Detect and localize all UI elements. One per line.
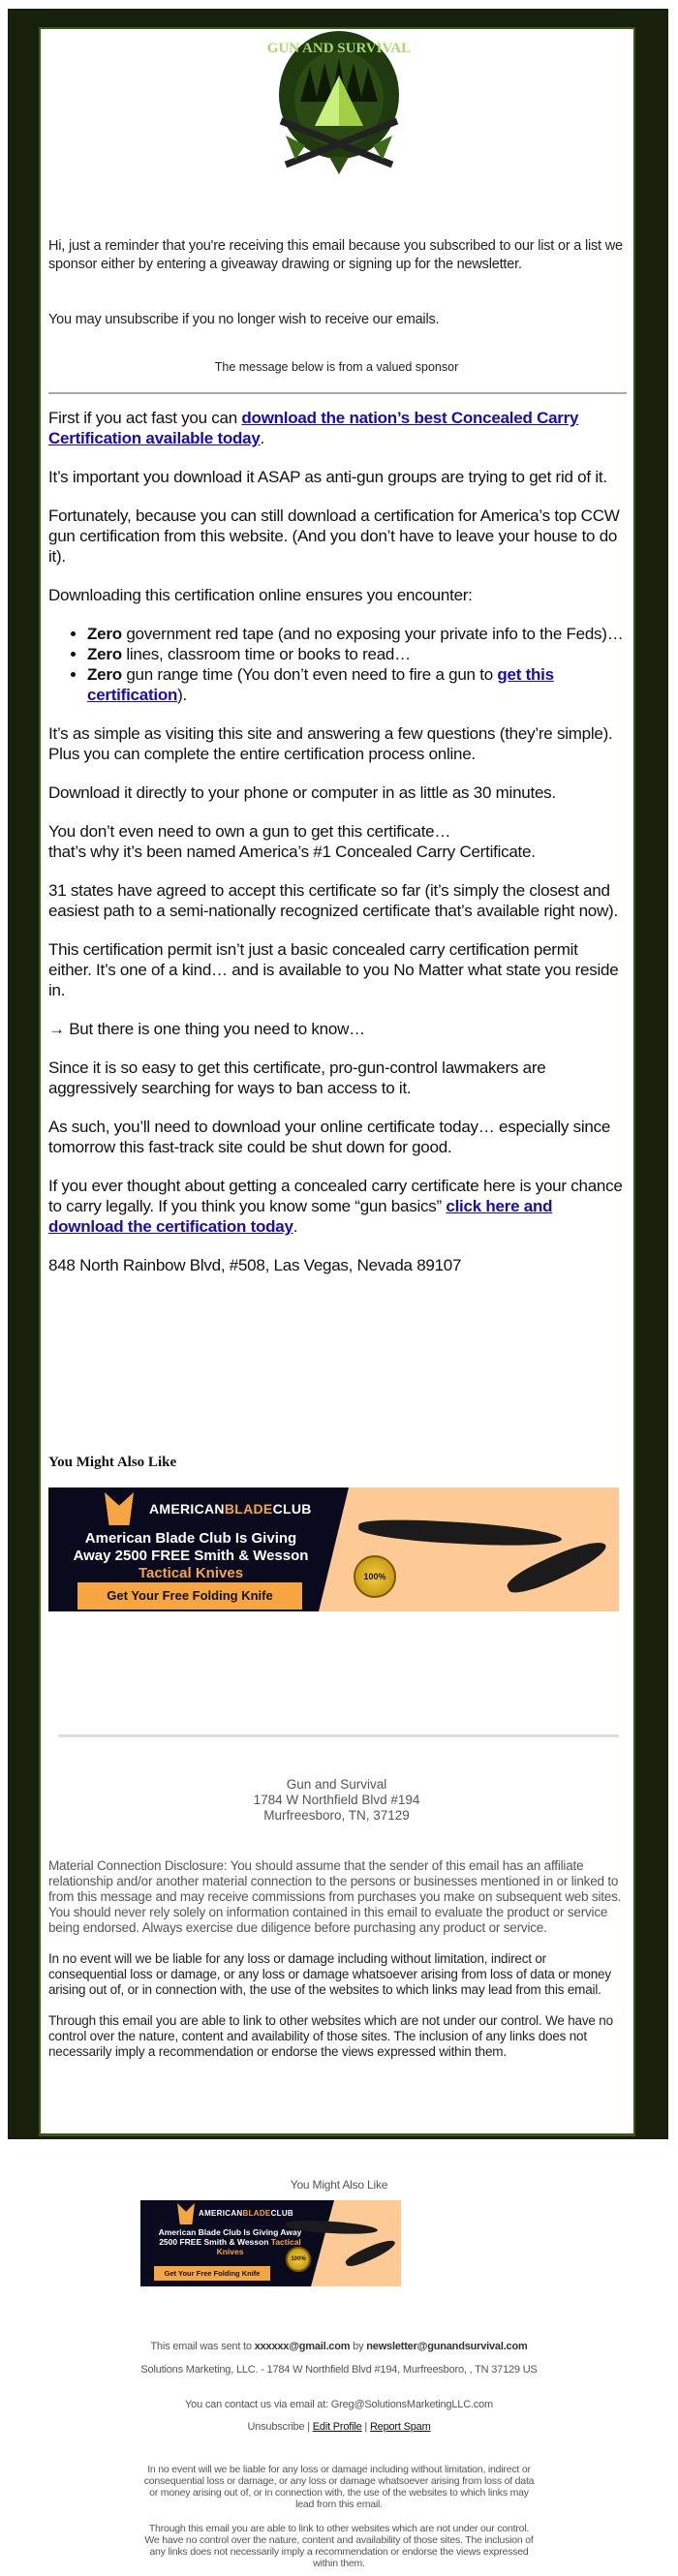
footer-liability-disclaimer: In no event will we be liable for any loss or damage including without limitation, indirect or consequential loss or damage, or any loss or damage whatsoever arising from loss of data or money arising out of, or in connection with, the use of the websites to which links may lead from this email. [143,2464,535,2510]
sent-to-line [140,2340,538,2353]
bold-text: Zero [87,665,122,684]
banner-brand [199,2209,293,2218]
text: ). [177,686,187,704]
recipient-email: xxxxxx@gmail.com [254,2341,351,2352]
company-address: Solutions Marketing, LLC. - 1784 W Northfield Blvd #194, Murfreesboro, , TN 37129 US [140,2364,538,2376]
gun-and-survival-logo [257,29,421,184]
text: BLADE [242,2209,271,2218]
knife-image [344,2236,397,2270]
text: Tactical Knives [138,1565,244,1581]
liability-disclaimer: In no event will we be liable for any loss or damage including without limitation, indirect or consequential loss or damage, or any loss or damage whatsoever arising from loss of data or money arising out of, or in connection with, the use of the websites to which links may lead from this email. [48,1951,611,1997]
paragraph: Downloading this certification online ensures you encounter: [48,586,473,604]
american-blade-club-banner[interactable] [48,1487,619,1611]
sender-city: Murfreesboro, TN, 37129 [263,1808,410,1823]
separator: | [304,2421,313,2433]
svg-text:GUN AND SURVIVAL: GUN AND SURVIVAL [266,41,412,56]
contact-line: You can contact us via email at: Greg@SolutionsMarketingLLC.com [185,2399,493,2410]
list-item [87,624,625,644]
unsubscribe-link[interactable]: Unsubscribe [247,2421,305,2433]
text: gun range time (You don’t even need to fire a gun to [121,665,498,684]
sponsor-note: The message below is from a valued sponsor [214,360,459,374]
links-disclaimer: Through this email you are able to link to other websites which are not under our control. We have no control over the nature, content and availability of those sites. The inclusion of any links does not necessarily imply a recommendation or endorse the views expressed within them. [48,2013,613,2059]
paragraph [48,1176,625,1237]
text: First if you act fast you can [48,409,242,427]
report-spam-link[interactable]: Report Spam [369,2421,431,2433]
paragraph: This certification permit isn’t just a basic concealed carry certification permit either. It’s one of a kind… and is available to you No Matter what state you reside in. [48,940,619,999]
disclosure [48,1858,625,2075]
sender-email: newsletter@gunandsurvival.com [366,2341,528,2352]
text: American Blade Club Is Giving Away 2500 FREE Smith & Wesson [73,1530,309,1564]
paragraph: As such, you’ll need to download your online certificate today… especially since tomorrow this fast-track site could be shut down for good. [48,1118,611,1156]
banner-brand [149,1501,312,1517]
free-knife-button[interactable]: Get Your Free Folding Knife [154,2266,270,2281]
paragraph: 31 states have agreed to accept this certificate so far (it’s simply the closest and easiest path to a semi-nationally recognized certificate that’s available right now). [48,881,618,920]
text: CLUB [272,1501,312,1517]
footer-blade-club-banner[interactable] [140,2200,401,2286]
text: that’s why it’s been named America’s #1 Concealed Carry Certificate. [48,843,536,861]
text: You don’t even need to own a gun to get this certificate… [48,822,451,841]
footer-recommend-title: You Might Also Like [290,2178,388,2192]
recommend-title: You Might Also Like [48,1455,177,1470]
get-certification-link[interactable]: get this certification [87,665,554,704]
sponsor-message [48,408,625,1294]
text: AMERICAN [149,1501,225,1517]
paragraph [48,408,625,448]
paragraph: Since it is so easy to get this certificate, pro-gun-control lawmakers are aggressively searching for ways to ban access to it. [48,1058,546,1097]
edit-profile-link[interactable]: Edit Profile [312,2421,362,2433]
sponsor-address: 848 North Rainbow Blvd, #508, Las Vegas, Nevada 89107 [48,1256,462,1274]
separator: | [361,2421,370,2433]
text: This email was sent to [150,2341,255,2352]
footer-links-disclaimer: Through this email you are able to link to other websites which are not under our control. We have no control over the nature, content and availability of those sites. The inclusion of any links does not necessarily imply a recommendation or endorse the views expressed within them. [144,2523,534,2569]
bold-text: Zero [87,645,122,663]
footer-links [140,2420,538,2434]
text: government red tape (and no exposing your private info to the Feds)… [121,625,624,643]
paragraph: Download it directly to your phone or computer in as little as 30 minutes. [48,783,556,802]
text: by [350,2341,367,2352]
sender-address [48,1777,625,1824]
banner-headline [70,1530,312,1582]
knife-image [358,1518,563,1549]
text: If you ever thought about getting a concealed carry certificate here is your chance to carry legally. If you think you know some “gun basics” [48,1177,623,1215]
paragraph: It’s important you download it ASAP as anti-gun groups are trying to get rid of it. [48,468,607,486]
text: . [260,429,265,447]
text: Tactical Knives [216,2237,301,2257]
benefits-list [87,624,625,705]
unsubscribe-note: You may unsubscribe if you no longer wish to receive our emails. [48,312,440,327]
divider [48,392,627,394]
sender-street: 1784 W Northfield Blvd #194 [253,1793,420,1807]
paragraph: Fortunately, because you can still download a certification for America’s top CCW gun certification from this website. (And you don’t have to leave your house to do it). [48,506,620,566]
material-disclosure: Material Connection Disclosure: You should assume that the sender of this email has an affiliate relationship and/or another material connection to the persons or businesses mentioned in or linked to from this message and may receive commissions from purchases you make on subsequent web sites. You should never rely solely on information contained in this email to evaluate the product or service being endorsed. Always exercise due diligence before purchasing any product or service. [48,1858,622,1935]
paragraph [48,821,625,862]
list-item [87,664,625,705]
banner-headline [150,2227,310,2257]
download-certification-link[interactable]: download the nation’s best Concealed Carry Certification available today [48,409,579,447]
guarantee-seal: 100% [286,2247,311,2272]
divider [58,1734,619,1737]
text: lines, classroom time or books to read… [121,645,411,663]
guarantee-seal: 100% [354,1555,396,1598]
text: BLADE [224,1501,273,1517]
bold-text: Zero [87,625,122,643]
download-certification-cta-link[interactable]: click here and download the certification today [48,1197,553,1236]
text: CLUB [270,2209,293,2218]
free-knife-button[interactable]: Get Your Free Folding Knife [77,1582,302,1610]
paragraph: It’s as simple as visiting this site and answering a few questions (they’re simple). Plus you can complete the entire certification process online. [48,724,613,763]
sender-name: Gun and Survival [286,1777,387,1792]
text: AMERICAN [199,2209,243,2218]
list-item [87,644,625,664]
paragraph: → But there is one thing you need to know… [48,1020,365,1038]
text: American Blade Club Is Giving Away 2500 FREE Smith & Wesson [158,2227,302,2248]
intro-text: Hi, just a reminder that you're receiving this email because you subscribed to our list or a list we sponsor either by entering a giveaway drawing or signing up for the newsletter. [48,238,623,272]
text: . [293,1217,298,1236]
